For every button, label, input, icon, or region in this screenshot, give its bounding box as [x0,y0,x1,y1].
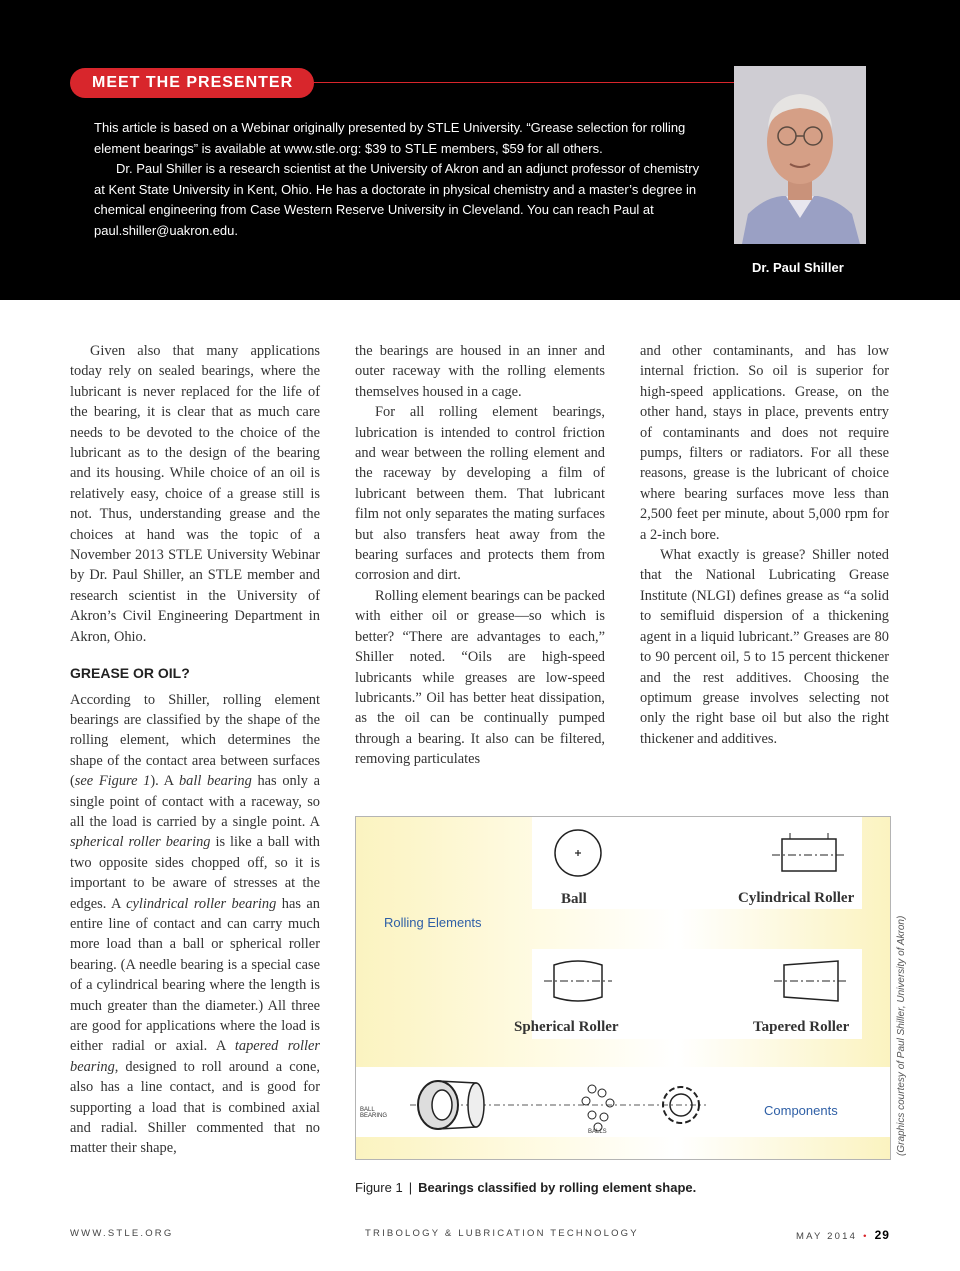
spherical-roller-icon [544,961,612,1001]
tapered-roller-icon [774,961,848,1001]
figure-label-tapered: Tapered Roller [753,1019,850,1035]
presenter-photo [734,66,866,244]
footer-date: MAY 2014 [796,1231,858,1242]
figure-number: Figure 1 [355,1180,403,1195]
figure-label-ball: Ball [561,891,587,907]
presenter-band [0,0,960,300]
footer-page-info [796,1228,890,1242]
figure-label-spherical: Spherical Roller [514,1019,619,1035]
paragraph: What exactly is grease? Shiller noted that the National Lubricating Grease Institute (NLGI) defines grease as “a solid to semifluid dispersion of a thickening agent in a liquid lubricant.” Greases are 80 to 90 percent oil, 5 to 15 percent thickener and the rest additives. Choosing the optimum grease involves selecting not only the right base oil but also the right thickener and additives. [640,547,889,747]
figure-label-rolling-elements: Rolling Elements [384,915,482,930]
paragraph: the bearings are housed in an inner and outer raceway with the rolling elements themselves housed in a cage. [355,343,605,400]
intro-paragraph-2: Dr. Paul Shiller is a research scientist at the University of Akron and an adjunct professor of chemistry at Kent State University in Kent, Ohio. He has a doctorate in physical chemistry and a master’s degree in chemical engineering from Case Western Reserve University in Cleveland. You can reach Paul at paul.shiller@uakron.edu. [94,161,700,238]
paragraph: Given also that many applications today rely on sealed bearings, where the lubricant is never replaced for the life of the bearing, it is clear that as much care needs to be devoted to the choice of the lubricant as to the design of the bearing and its housing. While choice of an oil is relatively easy, choice of a grease still is not. Thus, understanding grease and the choices at hand was the topic of a November 2013 STLE University Webinar by Dr. Paul Shiller, an STLE member and research scientist in the University of Akron’s Civil Engineering Department in Akron, Ohio. [70,343,320,645]
paragraph: Rolling element bearings can be packed with either oil or grease—so which is better? “There are advantages to each,” Shiller noted. “Oils are high-speed lubricants while greases are low-speed lubricants.” Oil has better heat dissipation, as the oil can be continually pumped through a bearing. It also can be filtered, removing particulates [355,587,605,768]
figure-label-cylindrical: Cylindrical Roller [738,890,855,906]
intro-paragraph-1: This article is based on a Webinar originally presented by STLE University. “Grease selection for rolling element bearings” is available at www.stle.org: $39 to STLE members, $59 for all others. [94,120,686,156]
ball-icon [555,830,601,876]
footer-publication: TRIBOLOGY & LUBRICATION TECHNOLOGY [365,1228,639,1239]
page-number: 29 [874,1228,890,1242]
figure-label-balls: BALLS [588,1129,607,1135]
article-column-1 [70,341,320,1159]
article-column-3 [640,341,889,749]
paragraph: For all rolling element bearings, lubrication is intended to control friction and wear between the rolling element and the raceway by developing a film of lubricant between them. That lubricant film not only separates the mating surfaces but also transfers heat away from the bearing surfaces and protects them from corrosion and dirt. [355,404,605,584]
figure-1 [355,816,891,1160]
photo-caption: Dr. Paul Shiller [752,260,844,275]
caption-separator: | [408,1180,413,1195]
article-column-2 [355,341,605,770]
meet-the-presenter-badge: MEET THE PRESENTER [70,68,314,98]
figure-label-components: Components [764,1103,838,1118]
presenter-intro [94,118,704,241]
ball-bearing-components [410,1081,706,1131]
section-heading: GREASE OR OIL? [70,665,190,682]
badge-rule [312,82,744,83]
cylindrical-roller-icon [772,833,846,871]
paragraph: and other contaminants, and has low internal friction. So oil is superior for high-speed applications. Grease, on the other hand, stays in place, prevents entry of contaminants and does not require pumps, filters or radiators. For all these reasons, grease is the lubricant of choice where bearing surfaces move less than 2,500 feet per minute, about 5,000 rpm for a 2-inch bore. [640,343,889,543]
figure-caption [355,1180,696,1195]
paragraph: According to Shiller, rolling element bearings are classified by the shape of the rolling element, which determines the shape of the contact area between surfaces (see Figure 1). A ball bearing has only a single point of contact with a raceway, so all the load is carried by a single point. A spherical roller bearing is like a ball with two opposite sides chopped off, so it is important to be aware of stresses at the edges. A cylindrical roller bearing has an entire line of contact and can carry much more load than a ball or spherical roller bearing. (A needle bearing is a special case of a cylindrical bearing where the length is much greater than the diameter.) All three are good for applications where the load is either radial or axial. A tapered roller bearing, designed to roll around a cone, also has a line contact, and is good for supporting a load that is combined axial and radial. Shiller commented that no matter their shape, [70,691,320,1157]
footer-dot: • [863,1231,869,1242]
caption-text: Bearings classified by rolling element shape. [418,1180,697,1195]
graphics-credit: (Graphics courtesy of Paul Shiller, University of Akron) [896,915,907,1156]
footer-website: WWW.STLE.ORG [70,1228,174,1239]
figure-label-ball-bearing: BALL BEARING [360,1107,388,1119]
